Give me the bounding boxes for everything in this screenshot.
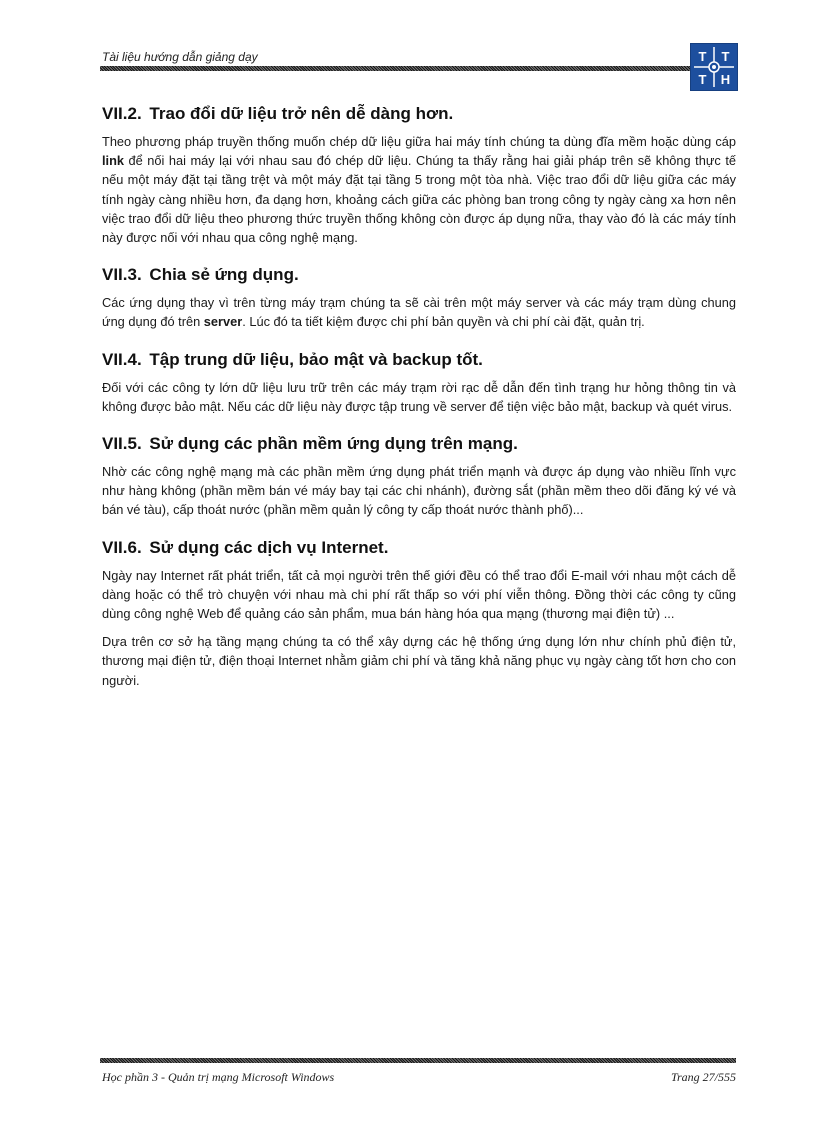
section-heading [102, 265, 736, 285]
paragraph: Nhờ các công nghệ mạng mà các phần mềm ứng dụng phát triển mạnh và được áp dụng vào nhiều lĩnh vực như hàng không (phần mềm bán vé máy bay tại các chi nhánh), đường sắt (phần mềm theo dõi đăng ký vé và bán vé tàu), cấp thoát nước (phần mềm quản lý công ty cấp thoát nước thành phố)... [102, 464, 736, 518]
paragraph: Theo phương pháp truyền thống muốn chép dữ liệu giữa hai máy tính chúng ta dùng đĩa mềm hoặc dùng cáp link để nối hai máy lại với nhau sau đó chép dữ liệu. Chúng ta thấy rằng hai giải pháp trên sẽ không thực tế nếu một máy đặt tại tầng trệt và một máy đặt tại tầng 5 trong một tòa nhà. Việc trao đổi dữ liệu giữa các máy tính ngày càng nhiều hơn, đa dạng hơn, khoảng cách giữa các phòng ban trong công ty ngày càng xa hơn nên việc trao đổi dữ liệu theo phương thức truyền thống không còn được áp dụng nữa, thay vào đó là các máy tính này được nối với nhau qua công nghệ mạng. [102, 134, 736, 246]
section-heading [102, 350, 736, 370]
section-vii-3 [102, 265, 736, 331]
page-header-title: Tài liệu hướng dẫn giảng dạy [102, 50, 258, 64]
section-heading [102, 104, 736, 124]
section-number: VII.3. [102, 265, 142, 285]
document-body [102, 104, 736, 708]
logo-letter: H [720, 72, 731, 87]
section-title: Chia sẻ ứng dụng. [149, 265, 299, 285]
paragraph: Đối với các công ty lớn dữ liệu lưu trữ trên các máy trạm rời rạc dễ dẫn đến tình trạng hư hỏng thông tin và không được bảo mật. Nếu các dữ liệu này được tập trung về server để tiện việc bảo mật, backup và quét virus. [102, 379, 736, 414]
section-number: VII.5. [102, 434, 142, 454]
paragraph: Ngày nay Internet rất phát triển, tất cả mọi người trên thế giới đều có thể trao đổi E-mail với nhau một cách dễ dàng hoặc có thể trò chuyện với nhau mà chi phí rất thấp so với phí viễn thông. Đồng thời các công ty cũng dùng công nghệ Web để quảng cáo sản phẩm, mua bán hàng hóa qua mạng (thương mại điện tử) ... [102, 567, 736, 622]
logo-letter: T [698, 49, 707, 64]
footer-course-title: Học phần 3 - Quản trị mạng Microsoft Windows [102, 1070, 335, 1084]
keyword-link: link [102, 153, 125, 169]
tth-logo-icon [691, 44, 737, 90]
section-vii-2 [102, 104, 736, 247]
section-title: Sử dụng các dịch vụ Internet. [149, 537, 389, 557]
section-title: Trao đổi dữ liệu trở nên dễ dàng hơn. [149, 104, 454, 123]
section-number: VII.4. [102, 349, 142, 369]
section-vii-4 [102, 350, 736, 416]
section-vii-5 [102, 434, 736, 520]
section-number: VII.2. [102, 104, 142, 123]
footer-page-number: Trang 27/555 [670, 1070, 736, 1084]
keyword-server: server [203, 314, 243, 330]
section-heading [102, 538, 736, 558]
section-title: Sử dụng các phần mềm ứng dụng trên mạng. [149, 434, 518, 454]
footer-divider [100, 1058, 736, 1063]
logo-letter: T [721, 49, 730, 64]
section-heading [102, 434, 736, 454]
section-number: VII.6. [102, 537, 142, 557]
section-title: Tập trung dữ liệu, bảo mật và backup tốt. [149, 349, 483, 369]
logo [690, 43, 738, 91]
header-divider [100, 66, 690, 71]
logo-letter: T [698, 72, 707, 87]
section-vii-6 [102, 538, 736, 690]
paragraph: Các ứng dụng thay vì trên từng máy trạm chúng ta sẽ cài trên một máy server và các máy trạm dùng chung ứng dụng đó trên server. Lúc đó ta tiết kiệm được chi phí bản quyền và chi phí cài đặt, quản trị. [102, 295, 736, 330]
paragraph: Dựa trên cơ sở hạ tầng mạng chúng ta có thể xây dựng các hệ thống ứng dụng lớn như chính phủ điện tử, thương mại điện tử, điện thoại Internet nhằm giảm chi phí và tăng khả năng phục vụ ngày càng tốt hơn cho con người. [102, 634, 736, 688]
